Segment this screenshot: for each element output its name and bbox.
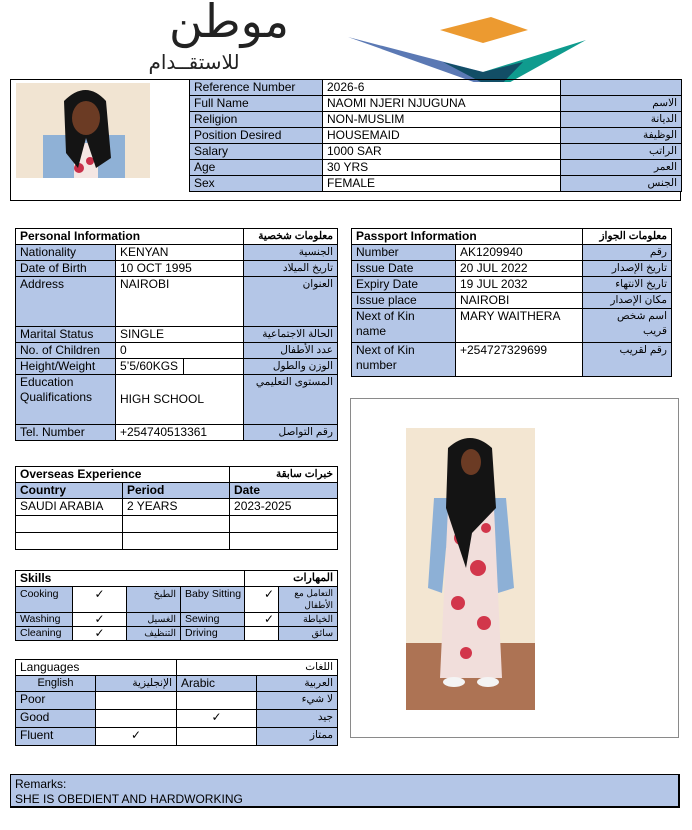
field-label-ar: مكان الإصدار	[583, 293, 672, 309]
check-icon: ✓	[73, 613, 127, 627]
check-icon	[96, 710, 177, 728]
table-row	[190, 112, 682, 128]
field-label-ar: الحالة الاجتماعية	[244, 327, 338, 343]
skill-label-ar: الطبخ	[127, 587, 181, 613]
remarks-label: Remarks:	[15, 777, 67, 791]
table-row	[190, 144, 682, 160]
section-header	[16, 467, 338, 483]
logo-text-sub: للاستقــدام	[148, 50, 240, 74]
field-value: +254727329699	[456, 343, 583, 377]
field-value: MARY WAITHERA	[456, 309, 583, 343]
field-value: AK1209940	[456, 245, 583, 261]
summary-value: HOUSEMAID	[323, 128, 561, 144]
cell: SAUDI ARABIA	[16, 499, 123, 516]
label-line: التعامل مع	[294, 588, 334, 598]
section-title: Skills	[16, 571, 245, 587]
field-label	[352, 343, 456, 377]
table-row	[16, 710, 338, 728]
summary-label: Full Name	[190, 96, 323, 112]
cell	[16, 516, 123, 533]
skill-label-ar	[279, 587, 338, 613]
table-row	[190, 176, 682, 192]
table-row	[352, 293, 672, 309]
field-label	[16, 375, 116, 425]
field-label-ar: الوزن والطول	[244, 359, 338, 375]
field-value: NAIROBI	[456, 293, 583, 309]
label-line: Education	[20, 375, 74, 389]
summary-value: NAOMI NJERI NJUGUNA	[323, 96, 561, 112]
summary-label-ar: الديانة	[561, 112, 682, 128]
field-label-ar: تاريخ الانتهاء	[583, 277, 672, 293]
field-label: Height/Weight	[16, 359, 116, 375]
table-row	[190, 128, 682, 144]
table-row	[16, 499, 338, 516]
field-value: 19 JUL 2032	[456, 277, 583, 293]
check-icon	[96, 692, 177, 710]
field-label: Expiry Date	[352, 277, 456, 293]
table-row	[16, 613, 338, 627]
field-value: 0	[116, 343, 244, 359]
field-value: 5’5/60KGS	[116, 359, 184, 374]
check-icon: ✓	[245, 613, 279, 627]
check-icon: ✓	[177, 710, 257, 728]
check-icon: ✓	[73, 587, 127, 613]
column-header: Period	[123, 483, 230, 499]
section-title: Overseas Experience	[16, 467, 230, 483]
table-row	[352, 277, 672, 293]
logo-diamond-icon	[348, 12, 588, 82]
label-line: الأطفال	[304, 600, 334, 610]
languages-table	[15, 659, 338, 746]
skill-label: Cleaning	[16, 627, 73, 641]
summary-label: Age	[190, 160, 323, 176]
table-row	[190, 80, 682, 96]
field-value: HIGH SCHOOL	[116, 375, 244, 425]
summary-label: Religion	[190, 112, 323, 128]
level-label: Fluent	[16, 728, 96, 746]
summary-label: Sex	[190, 176, 323, 192]
field-label-ar	[583, 309, 672, 343]
language-header-row	[16, 676, 338, 692]
field-label: Issue place	[352, 293, 456, 309]
skill-label-ar: التنظيف	[127, 627, 181, 641]
full-body-photo	[406, 428, 535, 710]
table-row	[16, 587, 338, 613]
label-line: number	[356, 358, 397, 372]
cell	[230, 516, 338, 533]
section-title: Personal Information	[16, 229, 244, 245]
column-header: Country	[16, 483, 123, 499]
skill-label: Sewing	[181, 613, 245, 627]
section-title-ar: المهارات	[245, 571, 338, 587]
table-row	[352, 245, 672, 261]
section-header	[16, 571, 338, 587]
field-value: 10 OCT 1995	[116, 261, 244, 277]
table-row	[16, 245, 338, 261]
section-title-ar: اللغات	[177, 660, 338, 676]
table-row	[16, 627, 338, 641]
field-label	[352, 309, 456, 343]
portrait-photo	[16, 83, 150, 178]
summary-label-ar	[561, 80, 682, 96]
summary-value: FEMALE	[323, 176, 561, 192]
field-value: 20 JUL 2022	[456, 261, 583, 277]
section-header	[16, 229, 338, 245]
field-label: Nationality	[16, 245, 116, 261]
cell	[230, 533, 338, 550]
field-label-ar: رقم لقريب	[583, 343, 672, 377]
skill-label-ar: الخياطة	[279, 613, 338, 627]
summary-label-ar: الجنس	[561, 176, 682, 192]
company-logo-text	[94, 0, 364, 78]
field-label-ar: تاريخ الميلاد	[244, 261, 338, 277]
field-label-ar: العنوان	[244, 277, 338, 327]
label-line: قريب	[642, 325, 667, 337]
table-row	[190, 160, 682, 176]
table-row	[16, 343, 338, 359]
section-title-ar: معلومات الجواز	[583, 229, 672, 245]
field-value: +254740513361	[116, 425, 244, 441]
field-label-ar: الجنسية	[244, 245, 338, 261]
table-row	[352, 309, 672, 343]
check-icon	[177, 728, 257, 746]
check-icon	[177, 692, 257, 710]
field-value: SINGLE	[116, 327, 244, 343]
check-icon	[245, 627, 279, 641]
table-row	[16, 277, 338, 327]
table-row	[190, 96, 682, 112]
level-label: Good	[16, 710, 96, 728]
table-row	[16, 728, 338, 746]
section-header	[16, 660, 338, 676]
field-label-ar: رقم التواصل	[244, 425, 338, 441]
skill-label: Driving	[181, 627, 245, 641]
summary-value: 30 YRS	[323, 160, 561, 176]
table-row	[16, 533, 338, 550]
cell	[123, 516, 230, 533]
skill-label-ar: الغسيل	[127, 613, 181, 627]
table-row	[16, 359, 338, 375]
summary-label: Salary	[190, 144, 323, 160]
summary-table	[189, 79, 682, 192]
table-row	[16, 375, 338, 425]
table-row	[16, 516, 338, 533]
column-headers	[16, 483, 338, 499]
field-label: Address	[16, 277, 116, 327]
label-line: Next of Kin	[356, 309, 415, 323]
section-title-ar: خبرات سابقة	[230, 467, 338, 483]
table-row	[352, 261, 672, 277]
table-row	[352, 343, 672, 377]
level-label: Poor	[16, 692, 96, 710]
column-header: Date	[230, 483, 338, 499]
cell: 2 YEARS	[123, 499, 230, 516]
field-label: Tel. Number	[16, 425, 116, 441]
passport-info-table	[351, 228, 672, 377]
section-header	[352, 229, 672, 245]
remarks-box	[10, 774, 680, 808]
field-label: Date of Birth	[16, 261, 116, 277]
label-line: اسم شخص	[616, 310, 667, 322]
language-arabic-label-ar: العربية	[257, 676, 338, 692]
summary-label-ar: العمر	[561, 160, 682, 176]
cell	[16, 533, 123, 550]
check-icon: ✓	[245, 587, 279, 613]
level-label-ar: لا شيء	[257, 692, 338, 710]
field-label-ar: المستوى التعليمي	[244, 375, 338, 425]
skill-label: Baby Sitting	[181, 587, 245, 613]
field-label: Marital Status	[16, 327, 116, 343]
field-label-ar: رقم	[583, 245, 672, 261]
section-title: Passport Information	[352, 229, 583, 245]
skill-label: Cooking	[16, 587, 73, 613]
level-label-ar: جيد	[257, 710, 338, 728]
remarks-text: SHE IS OBEDIENT AND HARDWORKING	[15, 792, 243, 806]
section-title: Languages	[16, 660, 177, 676]
label-line: name	[356, 324, 387, 338]
field-value-cell	[116, 359, 244, 375]
personal-info-table	[15, 228, 338, 441]
field-label: No. of Children	[16, 343, 116, 359]
table-row	[16, 261, 338, 277]
field-label-ar: تاريخ الإصدار	[583, 261, 672, 277]
field-label-ar: عدد الأطفال	[244, 343, 338, 359]
skill-label: Washing	[16, 613, 73, 627]
summary-label: Reference Number	[190, 80, 323, 96]
language-english-label: English	[16, 676, 96, 692]
table-row	[16, 425, 338, 441]
language-arabic-label: Arabic	[177, 676, 257, 692]
level-label-ar: ممتاز	[257, 728, 338, 746]
check-icon: ✓	[73, 627, 127, 641]
skill-label-ar: سائق	[279, 627, 338, 641]
label-line: Qualifications	[20, 390, 93, 404]
summary-value: 2026-6	[323, 80, 561, 96]
summary-value: 1000 SAR	[323, 144, 561, 160]
cell: 2023-2025	[230, 499, 338, 516]
summary-label-ar: الراتب	[561, 144, 682, 160]
summary-label: Position Desired	[190, 128, 323, 144]
field-value: NAIROBI	[116, 277, 244, 327]
table-row	[16, 692, 338, 710]
summary-value: NON-MUSLIM	[323, 112, 561, 128]
skills-table	[15, 570, 338, 641]
experience-table	[15, 466, 338, 550]
check-icon: ✓	[96, 728, 177, 746]
language-english-label-ar: الإنجليزية	[96, 676, 177, 692]
section-title-ar: معلومات شخصية	[244, 229, 338, 245]
summary-label-ar: الاسم	[561, 96, 682, 112]
field-value: KENYAN	[116, 245, 244, 261]
field-label: Number	[352, 245, 456, 261]
summary-label-ar: الوظيفة	[561, 128, 682, 144]
cell	[123, 533, 230, 550]
label-line: Next of Kin	[356, 343, 415, 357]
logo-text-main: موطن	[168, 0, 290, 48]
field-label: Issue Date	[352, 261, 456, 277]
table-row	[16, 327, 338, 343]
